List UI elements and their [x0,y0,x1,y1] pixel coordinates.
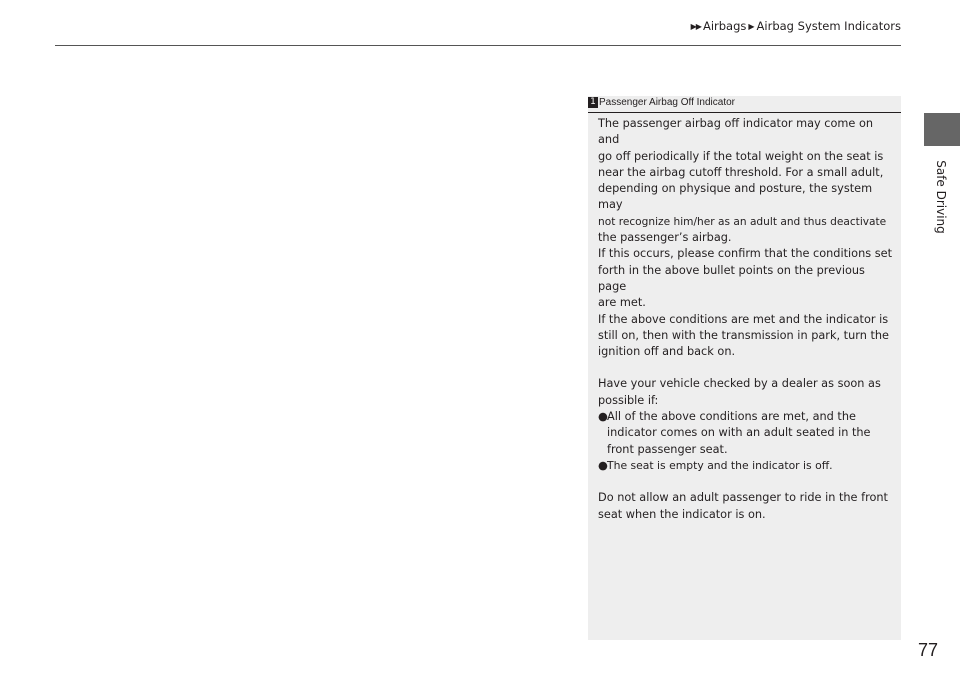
note-line: near the airbag cutoff threshold. For a small adult, [598,165,884,179]
note-line: forth in the above bullet points on the previous page [598,263,865,293]
note-line: depending on physique and posture, the system may [598,182,873,212]
note-line: If the above conditions are met and the indicator is [598,312,889,326]
note-line: still on, then with the transmission in park, turn the [598,328,889,342]
note-line: the passenger’s airbag. [598,231,732,245]
breadcrumb [691,19,901,33]
sidebar-note [588,96,901,640]
bullet-line: indicator comes on with an adult seated in the [607,426,871,440]
note-line: Do not allow an adult passenger to ride in the front [598,491,888,505]
section-label: Safe Driving [934,160,948,234]
note-line: ignition off and back on. [598,345,736,359]
section-tab-marker [924,113,960,146]
breadcrumb-item[interactable]: Airbag System Indicators [756,19,901,33]
note-line: possible if: [598,393,659,407]
note-line: are met. [598,296,646,310]
page-number: 77 [918,640,939,660]
bullet-line: front passenger seat. [607,442,728,456]
note-line: go off periodically if the total weight on the seat is [598,149,884,163]
note-line: not recognize him/her as an adult and thus deactivate [598,215,887,228]
bullet-dot-icon: ● [598,458,608,472]
arrow-right-icon: ▶ [748,21,755,31]
note-body [598,116,894,523]
note-title-row [588,96,901,113]
bullet-item [598,458,894,474]
note-line: The passenger airbag off indicator may come on and [598,117,874,147]
bullet-line: All of the above conditions are met, and the [607,410,856,424]
note-line: Have your vehicle checked by a dealer as soon as [598,377,881,391]
bullet-line: The seat is empty and the indicator is off. [607,458,833,472]
header-divider [55,45,901,46]
bullet-dot-icon: ● [598,410,608,424]
note-marker: 1 [588,97,598,108]
note-line: If this occurs, please confirm that the conditions set [598,247,892,261]
note-line: seat when the indicator is on. [598,507,766,521]
note-title: Passenger Airbag Off Indicator [599,97,736,108]
breadcrumb-item[interactable]: Airbags [702,19,747,33]
bullet-item [598,409,894,458]
double-arrow-icon: ▶▶ [690,21,701,31]
